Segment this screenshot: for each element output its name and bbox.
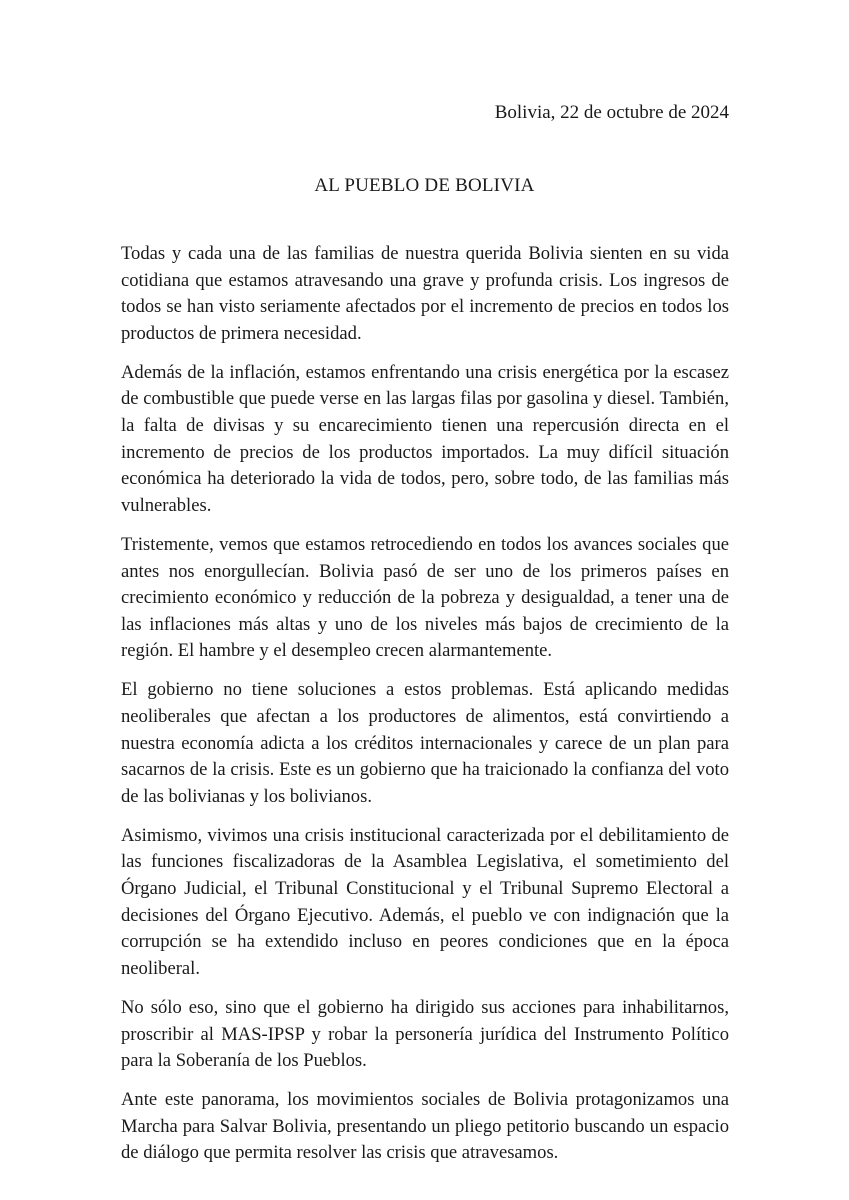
paragraph-2: Además de la inflación, estamos enfrentando una crisis energética por la escasez de combustible que puede verse en las largas filas por gasolina y diesel. También, la falta de divisas y su encarecimiento tienen una repercusión directa en el incremento de precios de los productos importados. La muy difícil situación económica ha deteriorado la vida de todos, pero, sobre todo, de las familias más vulnerables. xyxy=(121,361,729,516)
document-title: AL PUEBLO DE BOLIVIA xyxy=(314,175,535,196)
paragraph-6: No sólo eso, sino que el gobierno ha dirigido sus acciones para inhabilitarnos, proscribir al MAS-IPSP y robar la personería jurídica del Instrumento Político para la Soberanía de los Pueblos. xyxy=(121,996,729,1072)
paragraph-1: Todas y cada una de las familias de nuestra querida Bolivia sienten en su vida cotidiana que estamos atravesando una grave y profunda crisis. Los ingresos de todos se han visto seriamente afectados por el incremento de precios en todos los productos de primera necesidad. xyxy=(121,243,729,344)
paragraph-7: Ante este panorama, los movimientos sociales de Bolivia protagonizamos una Marcha para Salvar Bolivia, presentando un pliego petitorio buscando un espacio de diálogo que permita resolver las crisis que atravesamos. xyxy=(121,1089,729,1164)
paragraph-4: El gobierno no tiene soluciones a estos problemas. Está aplicando medidas neoliberales que afectan a los productores de alimentos, está convirtiendo a nuestra economía adicta a los créditos internacionales y carece de un plan para sacarnos de la crisis. Este es un gobierno que ha traicionado la confianza del voto de las bolivianas y los bolivianos. xyxy=(121,679,729,807)
paragraph-3: Tristemente, vemos que estamos retrocediendo en todos los avances sociales que antes nos enorgullecían. Bolivia pasó de ser uno de los primeros países en crecimiento económico y reducción de la pobreza y desigualdad, a tener una de las inflaciones más altas y uno de los niveles más bajos de crecimiento de la región. El hambre y el desempleo crecen alarmantemente. xyxy=(121,533,729,662)
document-body xyxy=(121,241,729,1180)
paragraph-5: Asimismo, vivimos una crisis institucional caracterizada por el debilitamiento de las funciones fiscalizadoras de la Asamblea Legislativa, el sometimiento del Órgano Judicial, el Tribunal Constitucional y el Tribunal Supremo Electoral a decisiones del Órgano Ejecutivo. Además, el pueblo ve con indignación que la corrupción se ha extendido incluso en peores condiciones que en la época neoliberal. xyxy=(121,824,729,979)
document-date: Bolivia, 22 de octubre de 2024 xyxy=(494,102,729,123)
